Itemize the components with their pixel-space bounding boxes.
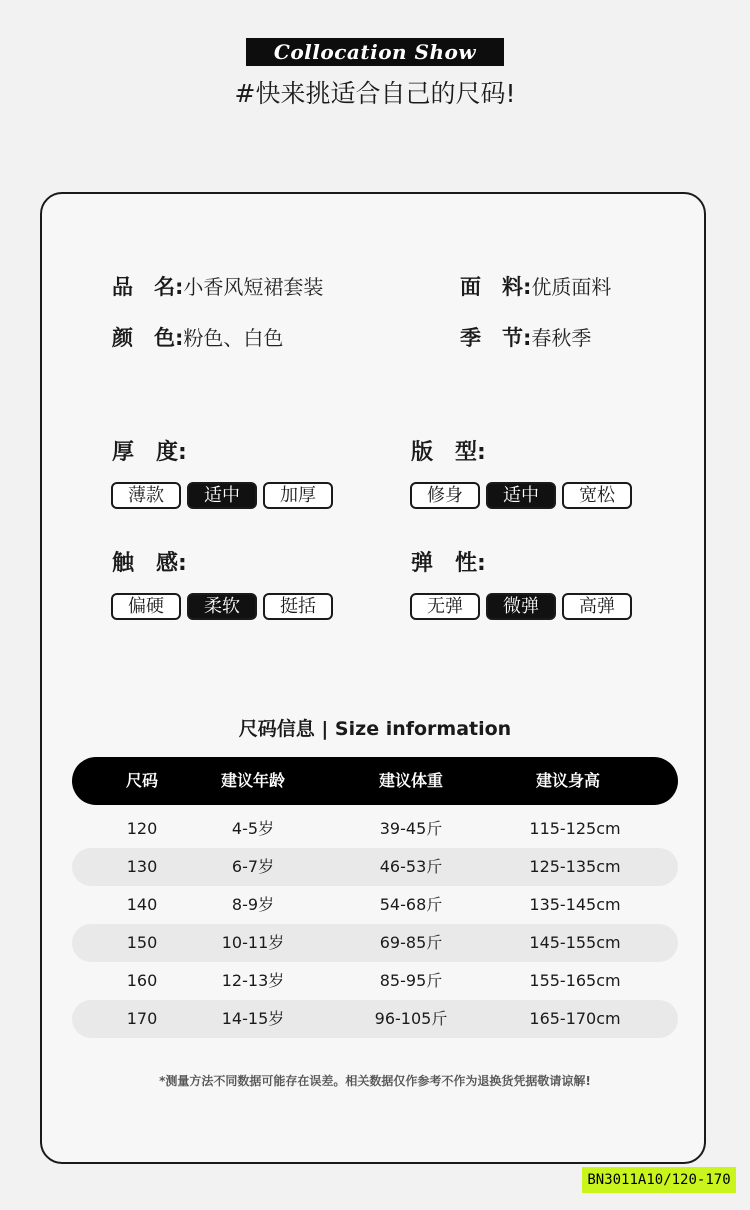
size-table-header [72, 757, 678, 805]
height-cell: 135-145cm [529, 895, 621, 914]
table-row [72, 1000, 678, 1038]
thickness-option[interactable]: 加厚 [263, 482, 333, 509]
table-row [72, 924, 678, 962]
measurement-note: *测量方法不同数据可能存在误差。相关数据仅作参考不作为退换货凭据敬请谅解! [159, 1074, 591, 1088]
size-cell: 140 [126, 895, 158, 914]
size-cell: 150 [126, 933, 158, 952]
header-cell: 建议体重 [378, 771, 444, 790]
weight-cell: 96-105斤 [374, 1009, 448, 1028]
spec-value: 粉色、白色 [183, 326, 284, 350]
fit-option[interactable]: 修身 [410, 482, 480, 509]
elasticity-title: 弹 性: [411, 551, 486, 576]
height-cell: 165-170cm [529, 1009, 621, 1028]
age-cell: 8-9岁 [231, 895, 275, 914]
weight-cell: 46-53斤 [379, 857, 443, 876]
fit-option[interactable]: 宽松 [562, 482, 632, 509]
collocation-show-banner: Collocation Show [246, 38, 504, 66]
weight-cell: 69-85斤 [379, 933, 443, 952]
header-cell: 尺码 [125, 771, 159, 790]
size-cell: 120 [126, 819, 158, 838]
page-subtitle: #快来挑适合自己的尺码! [234, 79, 516, 108]
spec-label: 季 节: [460, 326, 532, 350]
spec-label: 颜 色: [112, 326, 184, 350]
spec-value: 优质面料 [531, 275, 612, 299]
elasticity-options [410, 593, 632, 620]
thickness-option[interactable]: 适中 [187, 482, 257, 509]
age-cell: 4-5岁 [231, 819, 275, 838]
table-row [72, 962, 678, 1000]
spec-fabric [460, 273, 611, 301]
touch-option[interactable]: 偏硬 [111, 593, 181, 620]
elasticity-option[interactable]: 微弹 [486, 593, 556, 620]
age-cell: 6-7岁 [231, 857, 275, 876]
height-cell: 115-125cm [529, 819, 621, 838]
header-cell: 建议年龄 [220, 771, 286, 790]
touch-options [111, 593, 333, 620]
spec-label: 面 料: [460, 275, 532, 299]
touch-option[interactable]: 挺括 [263, 593, 333, 620]
height-cell: 125-135cm [529, 857, 621, 876]
product-code-badge: BN3011A10/120-170 [582, 1167, 736, 1193]
size-cell: 160 [126, 971, 158, 990]
thickness-title: 厚 度: [112, 440, 187, 465]
header-cell: 建议身高 [535, 771, 601, 790]
spec-label: 品 名: [112, 275, 184, 299]
spec-value: 小香风短裙套装 [183, 275, 324, 299]
elasticity-option[interactable]: 无弹 [410, 593, 480, 620]
spec-product-name [112, 273, 323, 301]
size-table-title: 尺码信息 | Size information [238, 718, 512, 740]
table-row [72, 810, 678, 848]
spec-color [112, 324, 283, 352]
age-cell: 12-13岁 [221, 971, 285, 990]
spec-season [460, 324, 591, 352]
fit-title: 版 型: [411, 440, 486, 465]
touch-option[interactable]: 柔软 [187, 593, 257, 620]
fit-option[interactable]: 适中 [486, 482, 556, 509]
size-cell: 170 [126, 1009, 158, 1028]
spec-value: 春秋季 [531, 326, 592, 350]
height-cell: 145-155cm [529, 933, 621, 952]
elasticity-option[interactable]: 高弹 [562, 593, 632, 620]
table-row [72, 886, 678, 924]
thickness-options [111, 482, 333, 509]
weight-cell: 39-45斤 [379, 819, 443, 838]
weight-cell: 85-95斤 [379, 971, 443, 990]
size-cell: 130 [126, 857, 158, 876]
height-cell: 155-165cm [529, 971, 621, 990]
table-row [72, 848, 678, 886]
age-cell: 10-11岁 [221, 933, 285, 952]
touch-title: 触 感: [112, 551, 187, 576]
thickness-option[interactable]: 薄款 [111, 482, 181, 509]
fit-options [410, 482, 632, 509]
age-cell: 14-15岁 [221, 1009, 285, 1028]
weight-cell: 54-68斤 [379, 895, 443, 914]
